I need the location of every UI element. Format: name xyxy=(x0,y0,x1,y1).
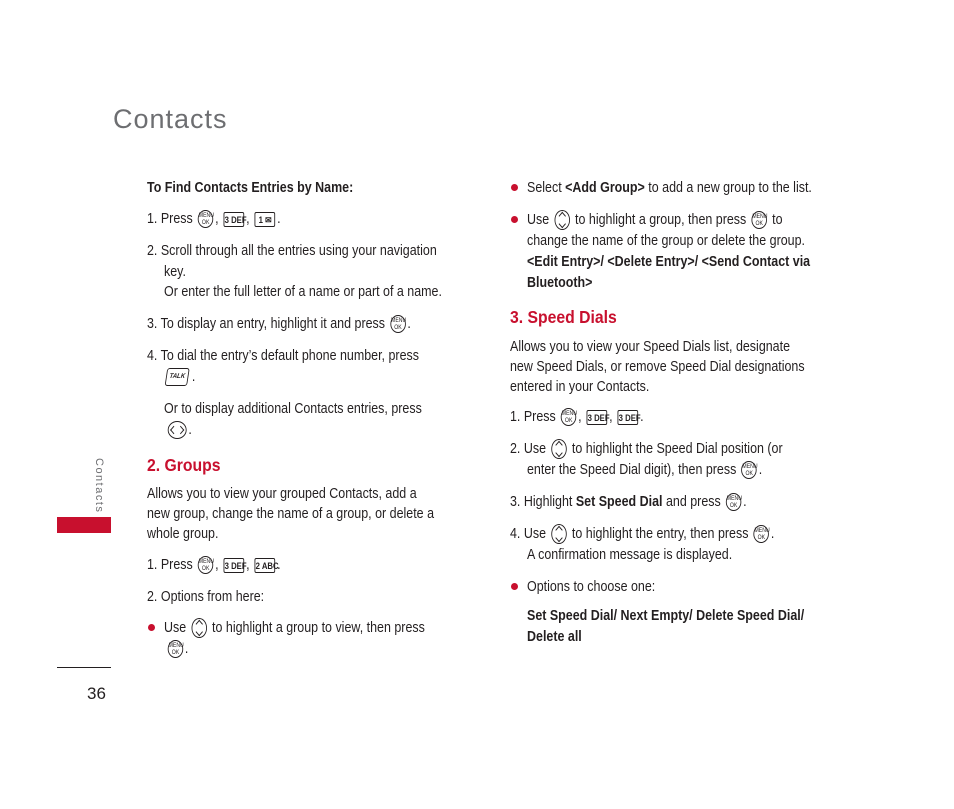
groups-option-add-text: to add a new group to the list. xyxy=(648,180,812,196)
speed-step-2-text: to highlight the Speed Dial position (or xyxy=(571,441,783,457)
groups-option-view-text: to highlight a group to view, then press xyxy=(212,620,425,636)
speed-step-2 xyxy=(510,439,783,460)
speed-options-list-cont: Delete all xyxy=(527,629,582,645)
speed-step-4-text: to highlight the entry, then press xyxy=(571,526,749,542)
groups-option-view-key: MENU OK . xyxy=(168,641,189,657)
speed-heading: 3. Speed Dials xyxy=(510,307,617,327)
section-side-label: Contacts xyxy=(93,458,105,514)
groups-desc-1: Allows you to view your grouped Contacts, add a xyxy=(147,486,417,502)
speed-step-3-highlight: 3. Highlight xyxy=(510,494,573,510)
key-1-icon: 1 ✉ xyxy=(255,212,276,227)
speed-step-2-cont: enter the Speed Dial digit), then press MENU OK . xyxy=(527,462,763,478)
bullet-icon xyxy=(511,216,518,223)
key-3-icon: 3 DEF xyxy=(587,410,608,425)
find-step-4: 4. To dial the entry’s default phone number, press xyxy=(147,348,419,364)
groups-option-add-label: <Add Group> xyxy=(565,180,645,196)
navigation-key-up-down-icon xyxy=(191,618,206,638)
groups-step-1: 1. Press MENU OK , 3 DEF, 2 ABC. xyxy=(147,557,281,573)
menu-ok-key-icon: MENU OK xyxy=(742,461,757,479)
find-step-2-alt: Or enter the full letter of a name or part of a name. xyxy=(164,284,442,300)
groups-desc-3: whole group. xyxy=(147,526,219,542)
groups-option-edit-choices-cont: Bluetooth> xyxy=(527,275,593,291)
find-step-2-cont: key. xyxy=(164,264,186,280)
groups-option-add xyxy=(527,178,812,199)
speed-step-1: 1. Press MENU OK , 3 DEF, 3 DEF. xyxy=(510,409,644,425)
find-step-1-text: 1. Press xyxy=(147,211,193,227)
groups-step-2: 2. Options from here: xyxy=(147,589,265,605)
groups-option-edit xyxy=(527,210,783,231)
bullet-icon xyxy=(148,624,155,631)
groups-option-view-use: Use xyxy=(164,620,187,636)
navigation-key-up-down-icon xyxy=(554,210,569,230)
menu-ok-key-icon: MENU OK xyxy=(390,315,405,333)
speed-step-1-text: 1. Press xyxy=(510,409,556,425)
page-number: 36 xyxy=(87,684,106,703)
bullet-icon xyxy=(511,583,518,590)
groups-heading: 2. Groups xyxy=(147,455,221,475)
menu-ok-key-icon: MENU OK xyxy=(561,408,576,426)
speed-step-3-text: and press xyxy=(665,494,721,510)
find-step-1: 1. Press MENU OK , 3 DEF, 1 ✉ . xyxy=(147,211,281,227)
speed-step-2-cont-text: enter the Speed Dial digit), then press xyxy=(527,462,737,478)
speed-step-3-label: Set Speed Dial xyxy=(575,494,663,510)
groups-step-1-text: 1. Press xyxy=(147,557,193,573)
groups-option-edit-text: to highlight a group, then press xyxy=(575,212,747,228)
navigation-key-up-down-icon xyxy=(551,524,566,544)
section-marker xyxy=(57,517,111,533)
key-3-icon: 3 DEF xyxy=(224,212,245,227)
speed-desc-2: new Speed Dials, or remove Speed Dial designations xyxy=(510,359,805,375)
key-2-icon: 2 ABC xyxy=(255,558,276,573)
bullet-icon xyxy=(511,184,518,191)
groups-option-edit-use: Use xyxy=(527,212,550,228)
speed-desc-3: entered in your Contacts. xyxy=(510,379,650,395)
menu-ok-key-icon: MENU OK xyxy=(168,640,183,658)
groups-option-edit-choices: <Edit Entry>/ <Delete Entry>/ <Send Contact via xyxy=(527,254,811,270)
page-title: Contacts xyxy=(113,104,228,134)
page-rule xyxy=(57,667,111,668)
groups-option-view xyxy=(164,618,425,639)
navigation-key-left-right-icon xyxy=(168,421,187,439)
speed-step-3: 3. Highlight Set Speed Dial and press MENU OK . xyxy=(510,494,747,510)
menu-ok-key-icon: MENU OK xyxy=(751,211,766,229)
groups-option-edit-to: to xyxy=(772,212,783,228)
find-step-3-text: 3. To display an entry, highlight it and press xyxy=(147,316,386,332)
key-3-icon: 3 DEF xyxy=(224,558,245,573)
key-3-icon: 3 DEF xyxy=(618,410,639,425)
groups-desc-2: new group, change the name of a group, or delete a xyxy=(147,506,435,522)
groups-option-edit-cont: change the name of the group or delete the group. xyxy=(527,233,806,249)
speed-options-list: Set Speed Dial/ Next Empty/ Delete Speed Dial/ xyxy=(527,608,805,624)
groups-option-add-select: Select xyxy=(527,180,562,196)
speed-step-4-use: 4. Use xyxy=(510,526,547,542)
speed-desc-1: Allows you to view your Speed Dials list, designate xyxy=(510,339,791,355)
find-heading: To Find Contacts Entries by Name: xyxy=(147,180,354,196)
find-step-4-key: TALK . xyxy=(166,367,195,388)
navigation-key-up-down-icon xyxy=(551,439,566,459)
menu-ok-key-icon: MENU OK xyxy=(198,210,213,228)
speed-step-4-cont: A confirmation message is displayed. xyxy=(527,547,733,563)
find-step-2: 2. Scroll through all the entries using your navigation xyxy=(147,243,437,259)
menu-ok-key-icon: MENU OK xyxy=(198,556,213,574)
speed-step-2-use: 2. Use xyxy=(510,441,547,457)
find-step-3: 3. To display an entry, highlight it and press MENU OK . xyxy=(147,316,411,332)
menu-ok-key-icon: MENU OK xyxy=(726,493,741,511)
speed-step-4: 4. Use to highlight the entry, then press MENU OK . xyxy=(510,524,774,545)
find-step-4-alt: Or to display additional Contacts entries, press xyxy=(164,401,422,417)
menu-ok-key-icon: MENU OK xyxy=(754,525,769,543)
find-step-4-alt-key: . xyxy=(166,420,192,441)
talk-key-icon: TALK xyxy=(165,368,190,386)
speed-options-intro: Options to choose one: xyxy=(527,579,656,595)
